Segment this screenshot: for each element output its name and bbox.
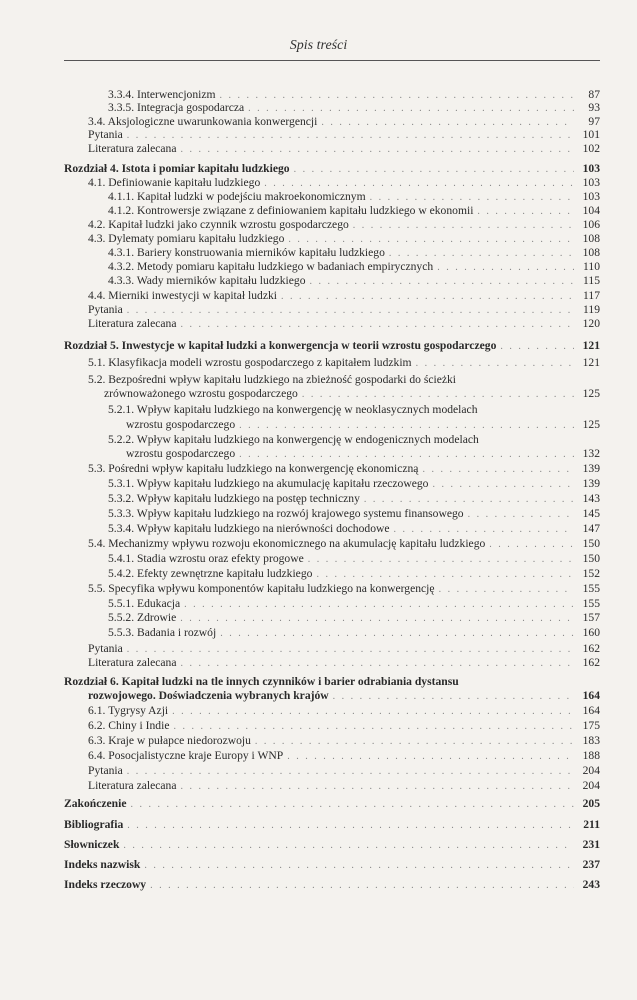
toc-entry-page: 175 — [582, 719, 600, 732]
dot-leader — [127, 129, 574, 143]
toc-entry-page: 243 — [582, 878, 600, 891]
dot-leader — [416, 357, 574, 371]
toc-entry-label: 3.3.4. Interwencjonizm — [108, 88, 216, 101]
dot-leader — [281, 290, 574, 304]
toc-entry — [108, 260, 600, 274]
dot-leader — [437, 261, 574, 275]
toc-entry-page: 188 — [582, 749, 600, 762]
dot-leader — [287, 750, 574, 764]
dot-leader — [468, 508, 574, 522]
toc-entry-label: 5.2. Bezpośredni wpływ kapitału ludzkiego na zbieżność gospodarki do ścieżki — [88, 373, 457, 386]
toc-entry-label: 5.1. Klasyfikacja modeli wzrostu gospodarczego z kapitałem ludzkim — [88, 356, 412, 369]
toc-entry — [88, 537, 600, 551]
toc-entry — [108, 88, 600, 102]
dot-leader — [310, 275, 574, 289]
toc-entry-label: Pytania — [88, 128, 123, 141]
toc-entry-page: 183 — [582, 734, 600, 747]
dot-leader — [150, 879, 574, 893]
toc-entry — [88, 176, 600, 190]
toc-entry-label: Zakończenie — [64, 797, 127, 810]
toc-entry-page: 106 — [582, 218, 600, 231]
toc-entry-page: 125 — [582, 418, 600, 431]
toc-entry — [88, 656, 600, 670]
toc-entry — [88, 142, 600, 156]
toc-entry-label: 5.3. Pośredni wpływ kapitału ludzkiego na konwergencję ekonomiczną — [88, 462, 419, 475]
dot-leader — [172, 705, 574, 719]
toc-entry-label: 5.5. Specyfika wpływu komponentów kapitału ludzkiego na konwergencję — [88, 582, 435, 595]
toc-entry-page: 125 — [582, 387, 600, 400]
toc-entry-page: 121 — [582, 356, 600, 369]
running-header: Spis treści — [289, 38, 348, 53]
toc-entry-label: 4.2. Kapitał ludzki jako czynnik wzrostu gospodarczego — [88, 218, 349, 231]
toc-entry-label: Pytania — [88, 642, 123, 655]
dot-leader — [239, 448, 574, 462]
toc-entry-label: 5.2.1. Wpływ kapitału ludzkiego na konwergencję w neoklasycznych modelach — [108, 403, 478, 416]
toc-entry-label: Literatura zalecana — [88, 317, 177, 330]
toc-entry-page: 115 — [583, 274, 600, 287]
toc-entry-page: 204 — [582, 779, 600, 792]
toc-entry — [108, 492, 600, 506]
toc-entry-label: 4.3. Dylematy pomiaru kapitału ludzkiego — [88, 232, 285, 245]
dot-leader — [264, 177, 574, 191]
toc-entry — [64, 818, 600, 832]
toc-entry-label: 6.2. Chiny i Indie — [88, 719, 170, 732]
toc-entry-page: 237 — [582, 858, 600, 871]
toc-entry — [64, 878, 600, 892]
toc-entry-page: 104 — [582, 204, 600, 217]
dot-leader — [302, 388, 574, 402]
toc-entry-label: Rozdział 6. Kapitał ludzki na tle innych czynników i barier odrabiania dystansu — [64, 675, 459, 688]
toc-entry-label: Rozdział 5. Inwestycje w kapitał ludzki a konwergencja w teorii wzrostu gospodarczego — [64, 339, 497, 352]
dot-leader — [353, 219, 574, 233]
toc-entry-page: 211 — [583, 818, 600, 831]
dot-leader — [439, 583, 574, 597]
toc-entry — [108, 433, 600, 447]
toc-entry — [64, 162, 600, 176]
toc-entry — [108, 611, 600, 625]
dot-leader — [184, 598, 574, 612]
toc-entry-page: 139 — [582, 462, 600, 475]
toc-entry-label: 5.3.3. Wpływ kapitału ludzkiego na rozwój krajowego systemu finansowego — [108, 507, 464, 520]
toc-entry-label: 3.4. Aksjologiczne uwarunkowania konwergencji — [88, 115, 318, 128]
toc-entry-page: 121 — [582, 339, 600, 352]
header-rule — [64, 60, 600, 61]
toc-entry — [108, 597, 600, 611]
toc-entry — [64, 675, 600, 689]
dot-leader — [500, 340, 574, 354]
toc-entry-label: 5.5.1. Edukacja — [108, 597, 181, 610]
toc-entry — [64, 797, 600, 811]
toc-entry — [108, 552, 600, 566]
toc-entry — [108, 567, 600, 581]
toc-entry-label: Bibliografia — [64, 818, 124, 831]
toc-entry-page: 120 — [582, 317, 600, 330]
toc-entry — [108, 101, 600, 115]
toc-entry-page: 87 — [588, 88, 600, 101]
toc-entry-page: 119 — [583, 303, 600, 316]
toc-entry-label: 5.3.4. Wpływ kapitału ludzkiego na nierówności dochodowe — [108, 522, 390, 535]
toc-entry — [88, 689, 600, 703]
toc-entry — [88, 303, 600, 317]
toc-entry — [104, 387, 600, 401]
toc-entry-label: Literatura zalecana — [88, 779, 177, 792]
toc-entry-page: 155 — [582, 597, 600, 610]
toc-entry-page: 162 — [582, 642, 600, 655]
toc-entry-label: 5.5.2. Zdrowie — [108, 611, 177, 624]
toc-entry — [88, 373, 600, 387]
dot-leader — [127, 643, 574, 657]
toc-entry — [64, 858, 600, 872]
dot-leader — [180, 612, 574, 626]
toc-entry-label: Pytania — [88, 303, 123, 316]
toc-entry-page: 145 — [582, 507, 600, 520]
toc-entry-label: 5.4.1. Stadia wzrostu oraz efekty progowe — [108, 552, 304, 565]
dot-leader — [364, 493, 574, 507]
dot-leader — [239, 419, 574, 433]
toc-entry — [108, 204, 600, 218]
toc-entry-page: 152 — [582, 567, 600, 580]
toc-entry-label: Indeks nazwisk — [64, 858, 141, 871]
toc-entry-page: 93 — [588, 101, 600, 114]
toc-entry-page: 132 — [582, 447, 600, 460]
toc-entry-page: 139 — [582, 477, 600, 490]
toc-entry-label: 5.2.2. Wpływ kapitału ludzkiego na konwergencję w endogenicznych modelach — [108, 433, 479, 446]
toc-entry — [88, 356, 600, 370]
toc-entry — [88, 779, 600, 793]
dot-leader — [288, 233, 574, 247]
dot-leader — [144, 859, 574, 873]
toc-entry — [88, 734, 600, 748]
dot-leader — [308, 553, 574, 567]
toc-entry — [88, 642, 600, 656]
toc-entry-page: 150 — [582, 552, 600, 565]
toc-entry-page: 155 — [582, 582, 600, 595]
toc-entry — [88, 128, 600, 142]
toc-entry-label: 4.3.2. Metody pomiaru kapitału ludzkiego w badaniach empirycznych — [108, 260, 434, 273]
dot-leader — [394, 523, 574, 537]
dot-leader — [333, 690, 574, 704]
toc-entry-label: wzrostu gospodarczego — [126, 447, 236, 460]
dot-leader — [127, 304, 574, 318]
dot-leader — [489, 538, 574, 552]
toc-entry — [88, 704, 600, 718]
toc-entry — [126, 447, 600, 461]
dot-leader — [130, 798, 574, 812]
toc-entry-page: 164 — [582, 689, 600, 702]
toc-entry — [108, 274, 600, 288]
toc-entry-page: 150 — [582, 537, 600, 550]
toc-entry — [108, 522, 600, 536]
toc-entry-label: 4.1.2. Kontrowersje związane z definiowaniem kapitału ludzkiego w ekonomii — [108, 204, 474, 217]
toc-entry-label: 4.4. Mierniki inwestycji w kapitał ludzki — [88, 289, 278, 302]
toc-entry-page: 103 — [582, 176, 600, 189]
dot-leader — [370, 191, 574, 205]
toc-entry-label: 4.1. Definiowanie kapitału ludzkiego — [88, 176, 261, 189]
toc-entry-page: 103 — [582, 162, 600, 175]
toc-entry-label: Literatura zalecana — [88, 142, 177, 155]
toc-entry — [64, 838, 600, 852]
dot-leader — [123, 839, 574, 853]
toc-entry-label: 4.1.1. Kapitał ludzki w podejściu makroekonomicznym — [108, 190, 366, 203]
toc-entry — [88, 218, 600, 232]
toc-entry — [126, 418, 600, 432]
toc-entry-page: 160 — [582, 626, 600, 639]
toc-entry — [88, 232, 600, 246]
toc-entry-label: 4.3.3. Wady mierników kapitału ludzkiego — [108, 274, 306, 287]
dot-leader — [255, 735, 574, 749]
toc-entry-label: Rozdział 4. Istota i pomiar kapitału ludzkiego — [64, 162, 290, 175]
dot-leader — [220, 627, 574, 641]
toc-entry — [108, 246, 600, 260]
toc-entry-label: 3.3.5. Integracja gospodarcza — [108, 101, 245, 114]
toc-entry — [108, 626, 600, 640]
toc-entry — [88, 764, 600, 778]
toc-entry-label: rozwojowego. Doświadczenia wybranych krajów — [88, 689, 329, 702]
dot-leader — [477, 205, 574, 219]
toc-entry — [64, 339, 600, 353]
toc-entry — [108, 477, 600, 491]
toc-entry — [108, 403, 600, 417]
dot-leader — [173, 720, 574, 734]
toc-entry — [88, 749, 600, 763]
toc-entry-page: 231 — [582, 838, 600, 851]
toc-entry — [108, 190, 600, 204]
toc-entry — [88, 582, 600, 596]
dot-leader — [389, 247, 574, 261]
toc-entry-page: 110 — [583, 260, 600, 273]
dot-leader — [181, 318, 575, 332]
toc-entry-page: 143 — [582, 492, 600, 505]
dot-leader — [181, 780, 575, 794]
toc-entry — [88, 462, 600, 476]
toc-entry-page: 117 — [583, 289, 600, 302]
toc-entry-page: 147 — [582, 522, 600, 535]
toc-entry — [88, 289, 600, 303]
toc-entry-label: Pytania — [88, 764, 123, 777]
dot-leader — [127, 765, 574, 779]
toc-entry-label: 5.4. Mechanizmy wpływu rozwoju ekonomicznego na akumulację kapitału ludzkiego — [88, 537, 486, 550]
toc-entry-label: 6.3. Kraje w pułapce niedorozwoju — [88, 734, 251, 747]
dot-leader — [181, 143, 575, 157]
toc-entry-page: 205 — [582, 797, 600, 810]
toc-entry-label: Słowniczek — [64, 838, 120, 851]
toc-entry-label: 5.3.1. Wpływ kapitału ludzkiego na akumulację kapitału rzeczowego — [108, 477, 429, 490]
toc-entry-page: 108 — [582, 246, 600, 259]
toc-entry-label: zrównoważonego wzrostu gospodarczego — [104, 387, 298, 400]
dot-leader — [248, 102, 574, 116]
toc-entry-page: 97 — [588, 115, 600, 128]
toc-entry-label: 5.4.2. Efekty zewnętrzne kapitału ludzkiego — [108, 567, 313, 580]
toc-entry-page: 157 — [582, 611, 600, 624]
dot-leader — [181, 657, 575, 671]
toc-entry-page: 102 — [582, 142, 600, 155]
toc-entry-label: Literatura zalecana — [88, 656, 177, 669]
toc-entry-label: 5.5.3. Badania i rozwój — [108, 626, 217, 639]
toc-entry-page: 103 — [582, 190, 600, 203]
dot-leader — [294, 163, 574, 177]
toc-entry — [88, 719, 600, 733]
toc-entry — [88, 317, 600, 331]
toc-entry-label: 6.4. Posocjalistyczne kraje Europy i WNP — [88, 749, 284, 762]
toc-entry-page: 164 — [582, 704, 600, 717]
dot-leader — [432, 478, 574, 492]
toc-entry-label: Indeks rzeczowy — [64, 878, 147, 891]
toc-entry-label: 4.3.1. Bariery konstruowania mierników kapitału ludzkiego — [108, 246, 385, 259]
toc-entry-page: 162 — [582, 656, 600, 669]
toc-entry-label: 5.3.2. Wpływ kapitału ludzkiego na postęp techniczny — [108, 492, 360, 505]
toc-entry — [88, 115, 600, 129]
toc-entry — [108, 507, 600, 521]
dot-leader — [316, 568, 574, 582]
toc-entry-page: 101 — [582, 128, 600, 141]
toc-entry-page: 108 — [582, 232, 600, 245]
toc-entry-label: 6.1. Tygrysy Azji — [88, 704, 169, 717]
dot-leader — [422, 463, 574, 477]
dot-leader — [127, 819, 574, 833]
toc-entry-label: wzrostu gospodarczego — [126, 418, 236, 431]
toc-entry-page: 204 — [582, 764, 600, 777]
